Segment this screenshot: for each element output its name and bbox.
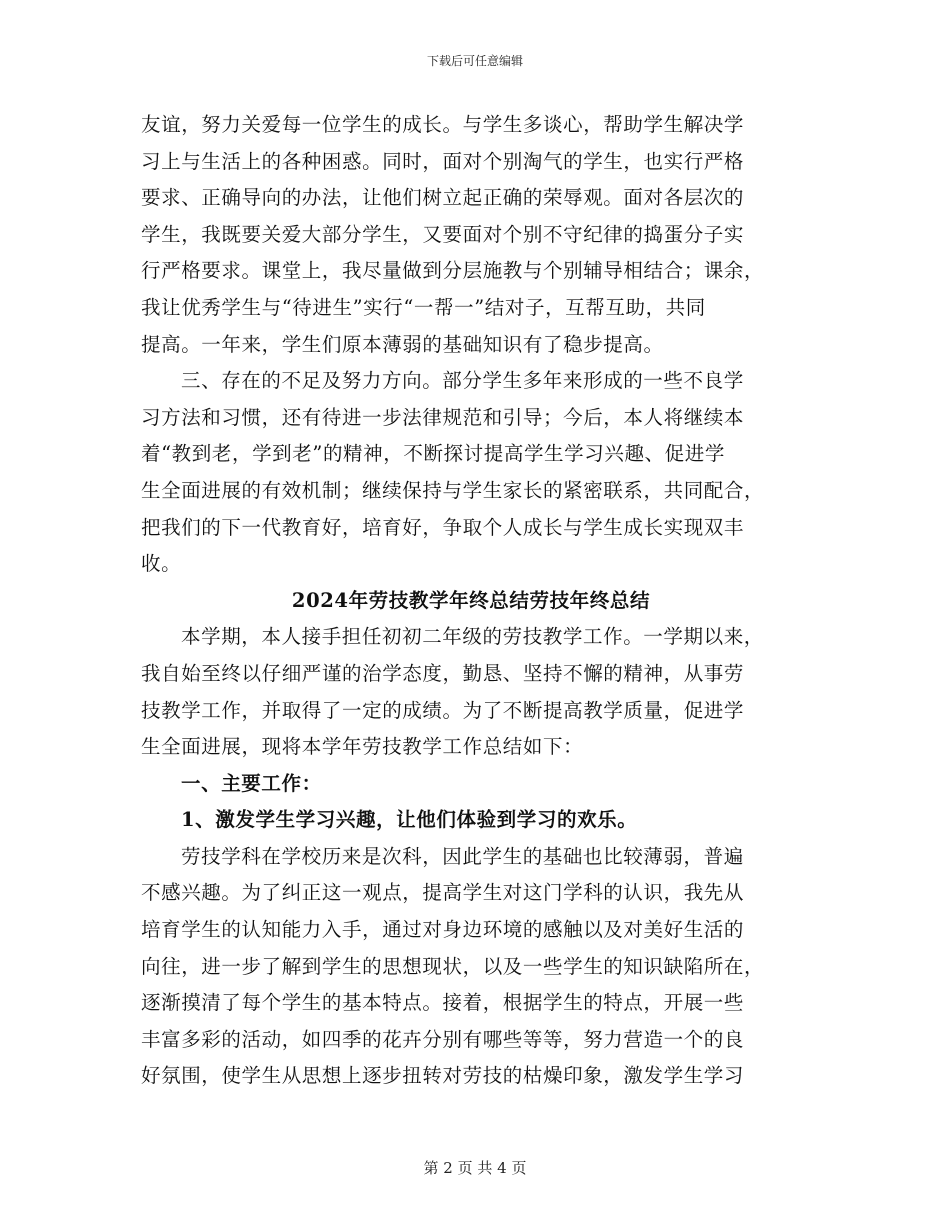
paragraph-line: 我让优秀学生与“待进生”实行“一帮一”结对子，互帮互助，共同 xyxy=(141,295,706,319)
paragraph-line: 友谊，努力关爱每一位学生的成长。与学生多谈心，帮助学生解决学 xyxy=(141,113,745,136)
paragraph-line: 向往，进一步了解到学生的思想现状，以及一些学生的知识缺陷所在， xyxy=(141,954,765,978)
paragraph-line: 生全面进展的有效机制；继续保持与学生家长的紧密联系，共同配合， xyxy=(141,478,765,502)
paragraph-line: 劳技学科在学校历来是次科，因此学生的基础也比较薄弱，普遍 xyxy=(181,844,744,868)
paragraph-line: 习上与生活上的各种困惑。同时，面对个别淘气的学生，也实行严格 xyxy=(141,149,745,173)
paragraph-line: 好氛围，使学生从思想上逐步扭转对劳技的枯燥印象，激发学生学习 xyxy=(141,1064,745,1088)
document-body xyxy=(141,107,811,1095)
paragraph-line: 行严格要求。课堂上，我尽量做到分层施教与个别辅导相结合；课余， xyxy=(141,259,765,283)
paragraph-line: 三、存在的不足及努力方向。部分学生多年来形成的一些不良学 xyxy=(181,369,744,393)
subheading: 1、激发学生学习兴趣，让他们体验到学习的欢乐。 xyxy=(181,808,638,832)
paragraph-line: 逐渐摸清了每个学生的基本特点。接着，根据学生的特点，开展一些 xyxy=(141,991,745,1015)
page-footer: 第 2 页 共 4 页 xyxy=(423,1159,527,1177)
paragraph-line: 习方法和习惯，还有待进一步法律规范和引导；今后，本人将继续本 xyxy=(141,405,745,429)
paragraph-line: 技教学工作，并取得了一定的成绩。为了不断提高教学质量，促进学 xyxy=(141,698,745,722)
paragraph-line: 要求、正确导向的办法，让他们树立起正确的荣辱观。面对各层次的 xyxy=(141,186,745,210)
section-title: 2024年劳技教学年终总结劳技年终总结 xyxy=(291,588,651,612)
paragraph-line: 生全面进展，现将本学年劳技教学工作总结如下： xyxy=(141,735,584,759)
paragraph-line: 提高。一年来，学生们原本薄弱的基础知识有了稳步提高。 xyxy=(141,332,664,356)
paragraph-line: 本学期，本人接手担任初初二年级的劳技教学工作。一学期以来， xyxy=(181,625,764,649)
paragraph-line: 把我们的下一代教育好，培育好，争取个人成长与学生成长实现双丰 xyxy=(141,515,745,539)
subheading: 一、主要工作： xyxy=(181,771,322,795)
page-header: 下载后可任意编辑 xyxy=(426,54,523,68)
paragraph-line: 丰富多彩的活动，如四季的花卉分别有哪些等等，努力营造一个的良 xyxy=(141,1027,745,1051)
paragraph-line: 培育学生的认知能力入手，通过对身边环境的感触以及对美好生活的 xyxy=(141,918,745,942)
paragraph-line: 我自始至终以仔细严谨的治学态度，勤恳、坚持不懈的精神，从事劳 xyxy=(141,661,745,685)
paragraph-line: 收。 xyxy=(141,552,182,576)
paragraph-line: 着“教到老，学到老”的精神，不断探讨提高学生学习兴趣、促进学 xyxy=(141,442,725,466)
paragraph-line: 学生，我既要关爱大部分学生，又要面对个别不守纪律的捣蛋分子实 xyxy=(141,222,745,246)
paragraph-line: 不感兴趣。为了纠正这一观点，提高学生对这门学科的认识，我先从 xyxy=(141,881,745,905)
